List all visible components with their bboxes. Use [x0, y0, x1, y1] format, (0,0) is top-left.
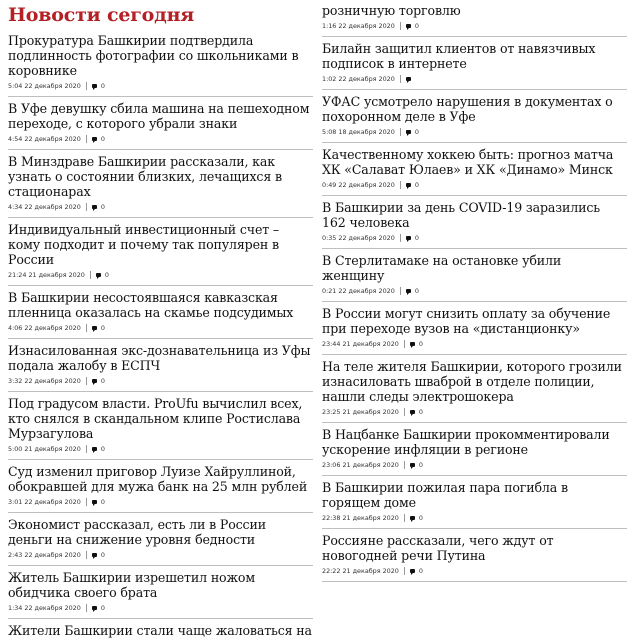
meta-divider [86, 498, 87, 506]
comment-count[interactable]: 0 [100, 445, 105, 453]
news-headline-link[interactable]: Суд изменил приговор Луизе Хайруллиной, обокравшей для мужа банк на 25 млн рублей [8, 464, 308, 494]
news-item [8, 392, 313, 460]
news-meta [8, 202, 313, 212]
news-headline-link[interactable]: Прокуратура Башкирии подтвердила подлинность фотографии со школьниками в коровнике [8, 33, 299, 78]
comment-icon[interactable] [92, 84, 97, 88]
news-headline-link[interactable]: Под градусом власти. ProUfu вычислил всех, кто снялся в скандальном клипе Ростислава Мурзагулова [8, 396, 303, 441]
news-timestamp: 1:34 22 декабря 2020 [8, 604, 81, 612]
comment-icon[interactable] [92, 606, 97, 610]
news-headline-link[interactable]: В Башкирии пожилая пара погибла в горящем доме [322, 480, 568, 510]
news-meta [322, 566, 627, 576]
meta-divider [404, 408, 405, 416]
news-item [322, 143, 627, 196]
comment-icon[interactable] [410, 516, 415, 520]
comment-icon[interactable] [406, 183, 411, 187]
comment-count[interactable]: 0 [414, 128, 419, 136]
news-headline-link[interactable]: В Башкирии несостоявшаяся кавказская пленница оказалась на скамье подсудимых [8, 290, 294, 320]
news-item [8, 218, 313, 286]
news-item [322, 529, 627, 582]
news-timestamp: 3:32 22 декабря 2020 [8, 377, 81, 385]
news-timestamp: 2:43 22 декабря 2020 [8, 551, 81, 559]
news-headline-link[interactable]: В Минздраве Башкирии рассказали, как узнать о состоянии близких, лечащихся в стационарах [8, 154, 282, 199]
news-timestamp: 23:06 21 декабря 2020 [322, 461, 399, 469]
news-meta [8, 603, 313, 613]
news-item [322, 196, 627, 249]
meta-divider [86, 551, 87, 559]
comment-icon[interactable] [410, 410, 415, 414]
comment-icon[interactable] [406, 130, 411, 134]
news-meta [8, 550, 313, 560]
meta-divider [86, 203, 87, 211]
comment-count[interactable]: 0 [100, 551, 105, 559]
news-timestamp: 0:21 22 декабря 2020 [322, 287, 395, 295]
comment-icon[interactable] [92, 500, 97, 504]
comment-count[interactable]: 0 [100, 324, 105, 332]
comment-icon[interactable] [96, 273, 101, 277]
comment-count[interactable]: 0 [100, 203, 105, 211]
news-headline-link[interactable]: В Стерлитамаке на остановке убили женщину [322, 253, 562, 283]
news-meta [322, 460, 627, 470]
news-headline-link[interactable]: Экономист рассказал, есть ли в России деньги на снижение уровня бедности [8, 517, 266, 547]
news-item [8, 619, 313, 643]
news-item [8, 286, 313, 339]
comment-count[interactable]: 0 [414, 287, 419, 295]
news-timestamp: 1:02 22 декабря 2020 [322, 75, 395, 83]
news-timestamp: 22:22 21 декабря 2020 [322, 567, 399, 575]
news-headline-link[interactable]: Качественному хоккею быть: прогноз матча ХК «Салават Юлаев» и ХК «Динамо» Минск [322, 147, 614, 177]
news-timestamp: 0:35 22 декабря 2020 [322, 234, 395, 242]
meta-divider [400, 181, 401, 189]
news-headline-link[interactable]: На теле жителя Башкирии, которого грозили изнасиловать шваброй в отделе полиции, нашли следы электрошокера [322, 359, 622, 404]
news-timestamp: 0:49 22 декабря 2020 [322, 181, 395, 189]
news-meta [8, 81, 313, 91]
news-item [322, 302, 627, 355]
news-headline-link[interactable]: розничную торговлю [322, 3, 461, 18]
comment-count[interactable]: 0 [418, 567, 423, 575]
comment-icon[interactable] [92, 326, 97, 330]
news-headline-link[interactable]: В Башкирии за день COVID-19 заразились 162 человека [322, 200, 600, 230]
news-meta [322, 21, 627, 31]
news-meta [322, 74, 627, 84]
meta-divider [400, 75, 401, 83]
news-headline-link[interactable]: Россияне рассказали, чего ждут от новогодней речи Путина [322, 533, 554, 563]
news-meta [8, 134, 313, 144]
news-item [322, 423, 627, 476]
meta-divider [86, 82, 87, 90]
news-timestamp: 23:44 21 декабря 2020 [322, 340, 399, 348]
news-meta [8, 376, 313, 386]
meta-divider [86, 604, 87, 612]
comment-count[interactable]: 0 [414, 234, 419, 242]
news-item [8, 460, 313, 513]
news-meta [322, 127, 627, 137]
comment-icon[interactable] [92, 553, 97, 557]
news-timestamp: 4:34 22 декабря 2020 [8, 203, 81, 211]
meta-divider [404, 567, 405, 575]
news-item [322, 249, 627, 302]
news-headline-link[interactable]: В Нацбанке Башкирии прокомментировали ускорение инфляции в регионе [322, 427, 610, 457]
page-title: Новости сегодня [8, 4, 195, 26]
news-headline-link[interactable]: УФАС усмотрело нарушения в документах о похоронном деле в Уфе [322, 94, 613, 124]
meta-divider [400, 234, 401, 242]
comment-count[interactable]: 0 [100, 82, 105, 90]
news-headline-link[interactable]: В России могут снизить оплату за обучение при переходе вузов на «дистанционку» [322, 306, 611, 336]
meta-divider [86, 135, 87, 143]
comment-icon[interactable] [406, 24, 411, 28]
news-headline-link[interactable]: Индивидуальный инвестиционный счет – кому подходит и почему так популярен в России [8, 222, 280, 267]
comment-icon[interactable] [410, 463, 415, 467]
news-item [322, 37, 627, 90]
news-meta [322, 286, 627, 296]
comment-count[interactable]: 0 [418, 514, 423, 522]
news-item [8, 513, 313, 566]
comment-icon[interactable] [410, 342, 415, 346]
news-item [322, 355, 627, 423]
comment-icon[interactable] [406, 77, 411, 81]
news-meta [8, 270, 313, 280]
news-meta [322, 407, 627, 417]
news-item [8, 566, 313, 619]
comment-count[interactable]: 0 [418, 408, 423, 416]
news-headline-link[interactable]: В Уфе девушку сбила машина на пешеходном переходе, с которого убрали знаки [8, 101, 310, 131]
comment-icon[interactable] [92, 137, 97, 141]
comment-icon[interactable] [410, 569, 415, 573]
news-timestamp: 5:00 21 декабря 2020 [8, 445, 81, 453]
meta-divider [86, 445, 87, 453]
news-item [322, 90, 627, 143]
news-item [8, 29, 313, 97]
meta-divider [400, 287, 401, 295]
news-item [8, 97, 313, 150]
news-timestamp: 22:38 21 декабря 2020 [322, 514, 399, 522]
comment-count[interactable]: 0 [100, 135, 105, 143]
news-headline-link[interactable]: Изнасилованная экс-дознавательница из Уфы подала жалобу в ЕСПЧ [8, 343, 311, 373]
comment-icon[interactable] [92, 205, 97, 209]
news-column-right [322, 0, 627, 582]
comment-count[interactable]: 0 [100, 377, 105, 385]
news-item [322, 0, 627, 37]
news-item [8, 339, 313, 392]
news-headline-link[interactable]: Житель Башкирии изрешетил ножом обидчика своего брата [8, 570, 256, 600]
news-column-left [8, 29, 313, 643]
news-timestamp: 21:24 21 декабря 2020 [8, 271, 85, 279]
comment-count[interactable]: 0 [418, 340, 423, 348]
news-timestamp: 5:04 22 декабря 2020 [8, 82, 81, 90]
news-timestamp: 5:08 18 декабря 2020 [322, 128, 395, 136]
news-timestamp: 23:25 21 декабря 2020 [322, 408, 399, 416]
news-item [8, 150, 313, 218]
comment-icon[interactable] [92, 379, 97, 383]
news-meta [322, 339, 627, 349]
comment-icon[interactable] [406, 236, 411, 240]
news-meta [8, 497, 313, 507]
comment-count[interactable]: 0 [100, 498, 105, 506]
news-timestamp: 3:01 22 декабря 2020 [8, 498, 81, 506]
meta-divider [400, 128, 401, 136]
meta-divider [404, 514, 405, 522]
meta-divider [404, 340, 405, 348]
news-item [322, 476, 627, 529]
news-timestamp: 4:06 22 декабря 2020 [8, 324, 81, 332]
meta-divider [86, 324, 87, 332]
comment-icon[interactable] [406, 289, 411, 293]
comment-icon[interactable] [92, 447, 97, 451]
news-headline-link[interactable]: Билайн защитил клиентов от навязчивых подписок в интернете [322, 41, 596, 71]
news-meta [322, 180, 627, 190]
comment-count[interactable]: 0 [100, 604, 105, 612]
meta-divider [86, 377, 87, 385]
news-meta [322, 233, 627, 243]
news-timestamp: 1:16 22 декабря 2020 [322, 22, 395, 30]
news-meta [8, 444, 313, 454]
comment-count[interactable]: 0 [414, 181, 419, 189]
news-timestamp: 4:54 22 декабря 2020 [8, 135, 81, 143]
news-meta [322, 513, 627, 523]
news-meta [8, 323, 313, 333]
comment-count[interactable]: 0 [104, 271, 109, 279]
meta-divider [90, 271, 91, 279]
meta-divider [400, 22, 401, 30]
comment-count[interactable]: 0 [414, 22, 419, 30]
comment-count[interactable]: 0 [418, 461, 423, 469]
meta-divider [404, 461, 405, 469]
news-headline-link[interactable]: Жители Башкирии стали чаще жаловаться на [8, 623, 312, 638]
